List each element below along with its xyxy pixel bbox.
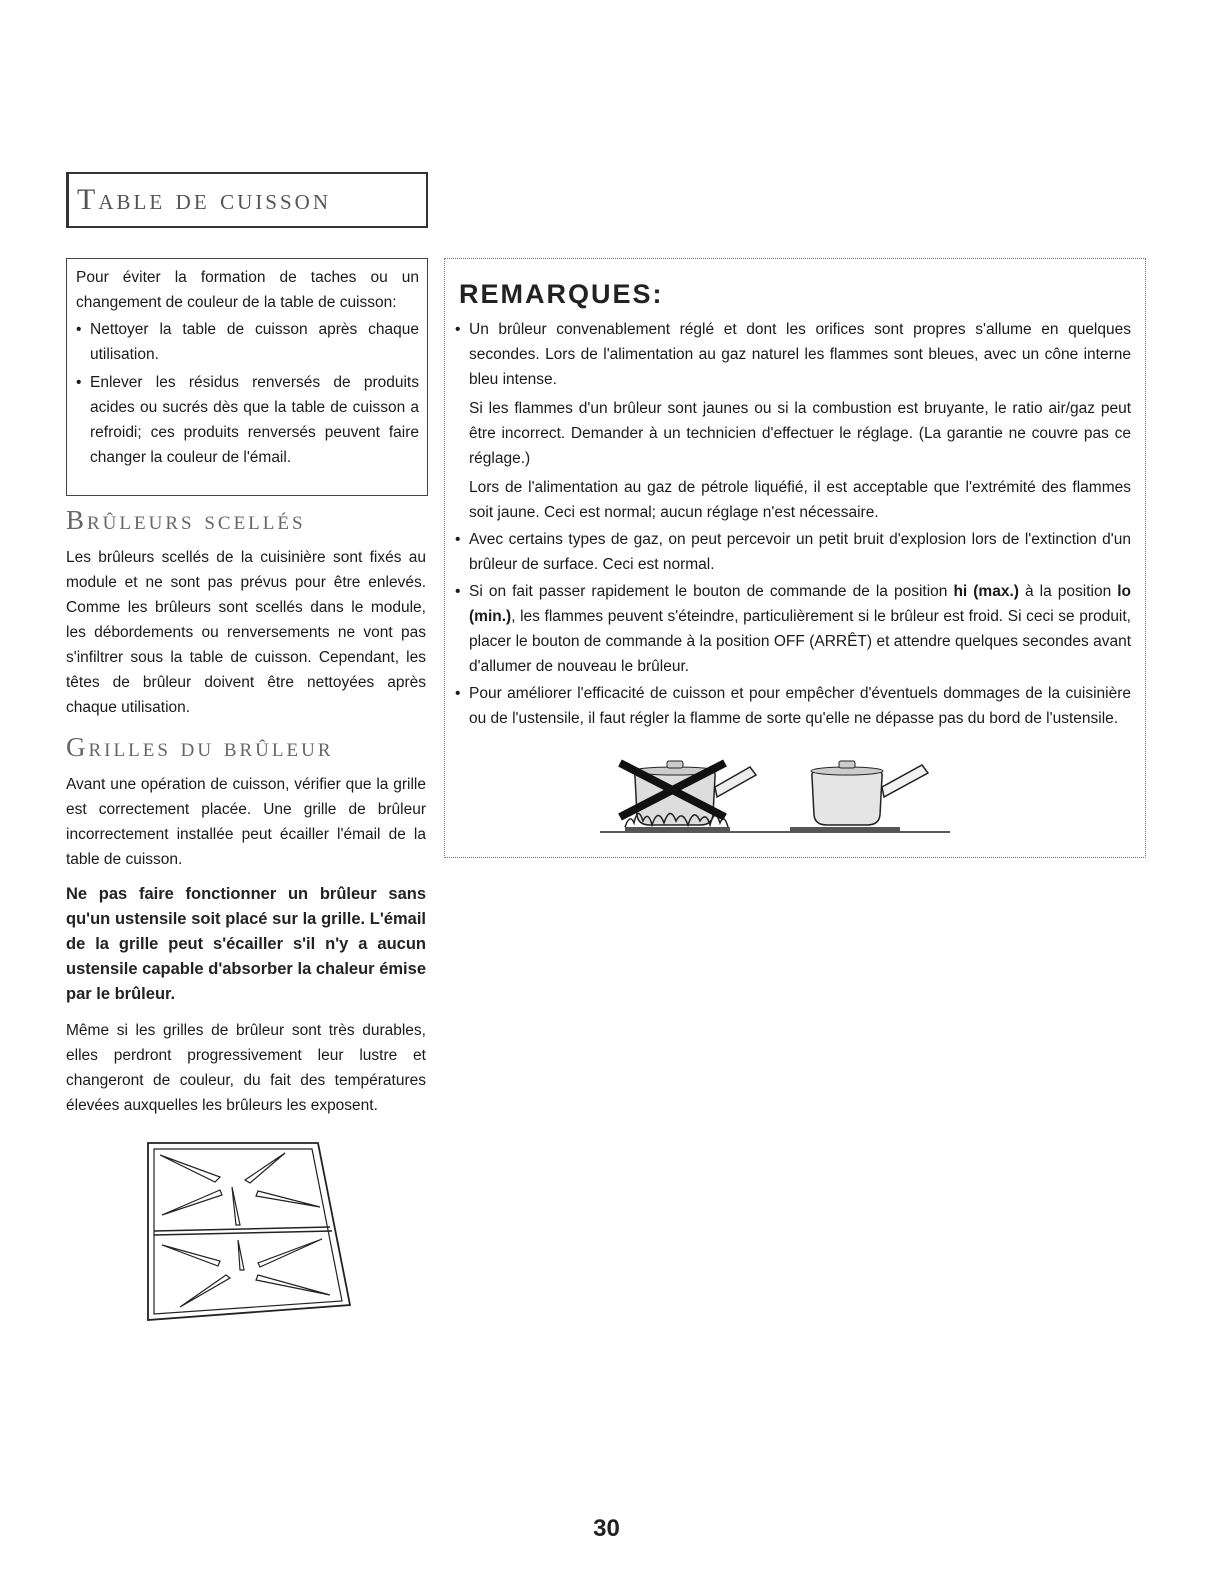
burner-grate-illustration <box>140 1135 355 1330</box>
burner-grates-text-2 <box>66 1018 426 1123</box>
remark-item: • Pour améliorer l'efficacité de cuisson et pour empêcher d'éventuels dommages de la cuisinière ou de l'ustensile, il faut régler la flamme de sorte qu'elle ne dépasse pas du bord de l'ustensile. <box>455 681 1131 731</box>
tip-item: • Enlever les résidus renversés de produits acides ou sucrés dès que la table de cuisson a refroidi; ces produits renversés peuvent faire changer la couleur de l'émail. <box>76 370 419 470</box>
page-title: Table de cuisson <box>77 183 332 216</box>
tip-intro: Pour éviter la formation de taches ou un changement de couleur de la table de cuisson: <box>76 269 419 311</box>
hi-max-label: hi (max.) <box>953 583 1019 600</box>
burner-grates-warning: Ne pas faire fonctionner un brûleur sans qu'un ustensile soit placé sur la grille. L'émail de la grille peut s'écailler s'il n'y a aucun ustensile capable d'absorber la chaleur émise par le brûleur. <box>66 885 426 1003</box>
remark-subtext: Lors de l'alimentation au gaz de pétrole liquéfié, il est acceptable que l'extrémité des flammes soit jaune. Ceci est normal; aucun réglage n'est nécessaire. <box>469 479 1131 521</box>
remark-subtext: Si les flammes d'un brûleur sont jaunes ou si la combustion est bruyante, le ratio air/gaz peut être incorrect. Demander à un technicien d'effectuer le réglage. (La garantie ne couvre pas ce réglage.) <box>469 400 1131 467</box>
remark-text: Si on fait passer rapidement le bouton de commande de la position <box>469 583 954 600</box>
remarks-title: REMARQUES: <box>459 279 664 309</box>
remarks-list <box>455 317 1131 733</box>
remark-text: à la position <box>1018 583 1118 600</box>
burner-grates-heading: Grilles du brûleur <box>66 732 334 762</box>
burner-grates-paragraph: Avant une opération de cuisson, vérifier que la grille est correctement placée. Une grille de brûleur incorrectement installée peut écailler l'émail de la table de cuisson. <box>66 776 426 868</box>
remark-text: • Un brûleur convenablement réglé et dont les orifices sont propres s'allume en quelques secondes. Lors de l'alimentation au gaz naturel les flammes sont bleues, avec un cône interne bleu intense. <box>469 321 1131 388</box>
lo-min-label: lo (min.) <box>469 583 1132 625</box>
remark-item <box>455 579 1131 679</box>
sealed-burners-paragraph: Les brûleurs scellés de la cuisinière sont fixés au module et ne sont pas prévus pour être enlevés. Comme les brûleurs sont scellés dans le module, les débordements ou renversements ne vont pas s'infiltrer sous la table de cuisson. Cependant, les têtes de brûleur doivent être nettoyées après chaque utilisation. <box>66 549 426 716</box>
sealed-burners-heading: Brûleurs scellés <box>66 505 306 535</box>
burner-grates-paragraph-2: Même si les grilles de brûleur sont très durables, elles perdront progressivement leur lustre et changeront de couleur, du fait des températures élevées auxquelles les brûleurs les exposent. <box>66 1022 426 1114</box>
burner-grates-text <box>66 772 426 877</box>
tip-list <box>76 317 419 470</box>
pan-correct-icon <box>790 761 928 832</box>
tip-item: • Nettoyer la table de cuisson après chaque utilisation. <box>76 317 419 367</box>
sealed-burners-text <box>66 545 426 725</box>
tip-box <box>66 258 428 496</box>
page-number: 30 <box>593 1515 620 1542</box>
pan-incorrect-icon <box>620 761 756 832</box>
flame-size-illustration <box>590 755 960 840</box>
remark-item <box>455 317 1131 525</box>
page-title-box <box>66 172 428 228</box>
remark-text: , les flammes peuvent s'éteindre, particulièrement si le brûleur est froid. Si ceci se produit, placer le bouton de commande à la position OFF (ARRÊT) et attendre quelques secondes avant d'allumer de nouveau le brûleur. <box>469 608 1131 675</box>
remark-item: • Avec certains types de gaz, on peut percevoir un petit bruit d'explosion lors de l'extinction d'un brûleur de surface. Ceci est normal. <box>455 527 1131 577</box>
